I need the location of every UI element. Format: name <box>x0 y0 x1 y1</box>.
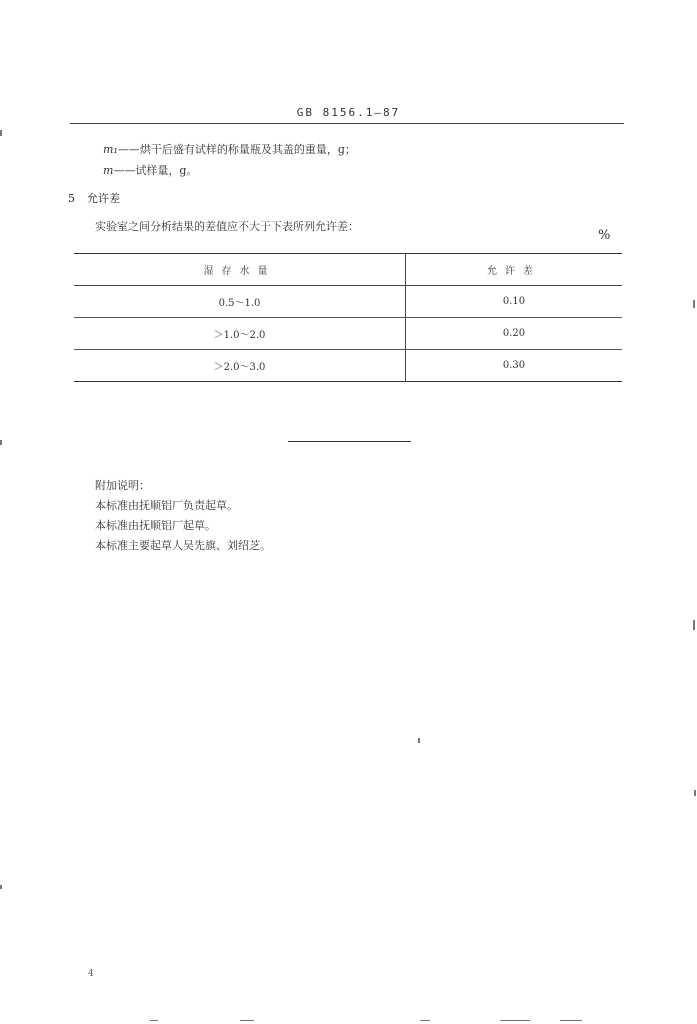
standard-code: GB 8156.1—87 <box>296 106 401 119</box>
table-row <box>74 318 622 350</box>
definition-m <box>103 162 197 178</box>
scan-speck <box>150 1020 158 1021</box>
section-title: 允许差 <box>87 192 120 205</box>
header-tolerance: 允许差 <box>406 254 623 286</box>
scan-speck <box>693 300 695 308</box>
definition-symbol: m <box>103 164 114 177</box>
header-moisture: 湿存水量 <box>74 254 406 286</box>
table-unit: % <box>598 228 611 243</box>
cell-range: ＞1.0～2.0 <box>74 318 406 350</box>
scan-speck <box>500 1020 530 1021</box>
scan-speck <box>0 130 2 136</box>
definition-symbol: m₁ <box>103 143 118 156</box>
notes-title: 附加说明： <box>95 479 150 492</box>
end-rule <box>288 441 411 442</box>
table-row <box>74 286 622 318</box>
tolerance-table <box>74 253 622 382</box>
section-heading <box>68 190 120 206</box>
cell-tolerance: 0.20 <box>406 318 623 350</box>
scan-speck <box>420 1020 430 1021</box>
section-number: 5 <box>68 192 75 205</box>
scan-speck <box>0 440 2 445</box>
notes-line: 本标准由抚顺铝厂负责起草。 <box>95 499 238 512</box>
notes-line: 本标准由抚顺铝厂起草。 <box>95 519 216 532</box>
cell-range: ＞2.0～3.0 <box>74 350 406 382</box>
definition-text: ——烘干后盛有试样的称量瓶及其盖的重量，g； <box>117 143 356 156</box>
cell-tolerance: 0.30 <box>406 350 623 382</box>
cell-tolerance: 0.10 <box>406 286 623 318</box>
table-header-row <box>74 254 622 286</box>
scan-speck <box>240 1020 254 1021</box>
page-number: 4 <box>88 969 94 979</box>
header-rule <box>70 123 624 124</box>
section-intro: 实验室之间分析结果的差值应不大于下表所列允许差： <box>95 220 359 233</box>
cell-range: 0.5～1.0 <box>74 286 406 318</box>
notes-line: 本标准主要起草人吴先旗、刘绍芝。 <box>95 539 271 552</box>
scan-speck <box>693 620 695 630</box>
scan-speck <box>0 885 2 889</box>
scan-speck <box>694 790 696 796</box>
scan-speck <box>418 738 420 743</box>
table-row <box>74 350 622 382</box>
definition-text: ——试样量，g。 <box>113 164 198 177</box>
definition-m1 <box>103 141 356 157</box>
scan-speck <box>560 1020 582 1021</box>
